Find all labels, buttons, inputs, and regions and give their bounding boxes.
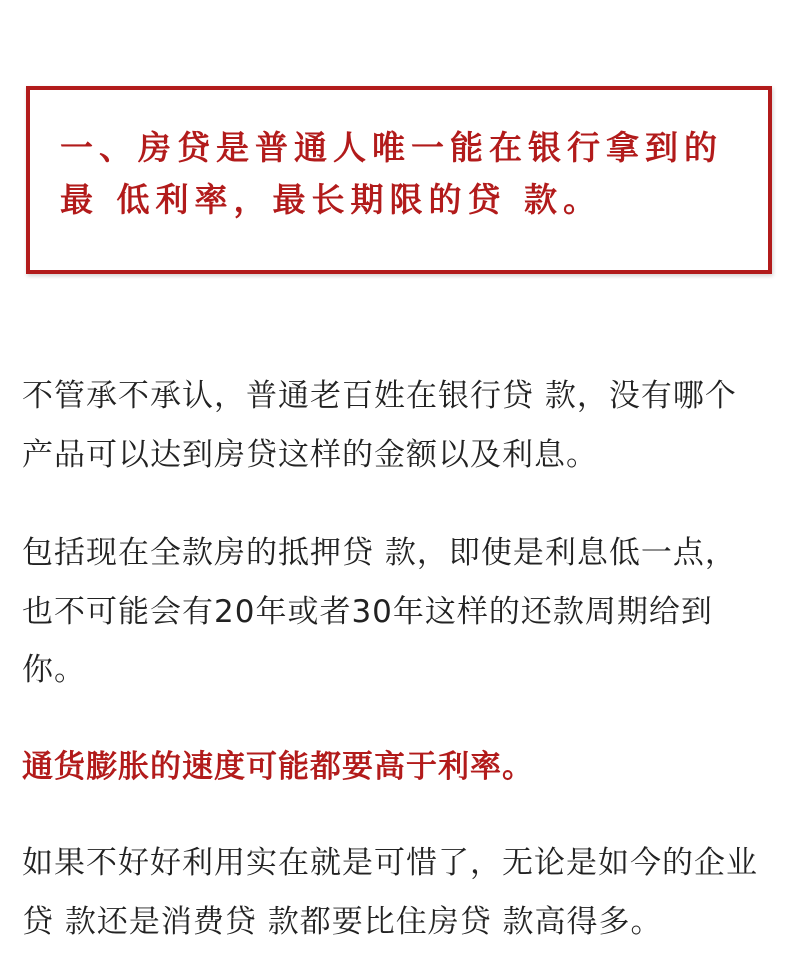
paragraph-4-line-1: 如果不好好利用实在就是可惜了，无论是如今的企业 <box>22 845 758 881</box>
paragraph-2-line-2: 也不可能会有20年或者30年这样的还款周期给到 <box>22 594 713 630</box>
emphasis-line: 通货膨胀的速度可能都要高于利率。 <box>22 749 534 785</box>
paragraph-1-line-2: 产品可以达到房贷这样的金额以及利息。 <box>22 437 598 473</box>
paragraph-2-line-1: 包括现在全款房的抵押贷 款，即使是利息低一点， <box>22 535 737 571</box>
paragraph-1-line-1: 不管承不承认，普通老百姓在银行贷 款，没有哪个 <box>22 378 737 414</box>
section-heading-line-2: 最 低利率，最长期限的贷 款。 <box>60 180 602 219</box>
section-heading-box <box>26 86 772 274</box>
section-heading-line-1: 一、房贷是普通人唯一能在银行拿到的 <box>60 128 723 167</box>
paragraph-2-line-3: 你。 <box>22 652 86 688</box>
paragraph-4-line-2: 贷 款还是消费贷 款都要比住房贷 款高得多。 <box>22 904 663 940</box>
